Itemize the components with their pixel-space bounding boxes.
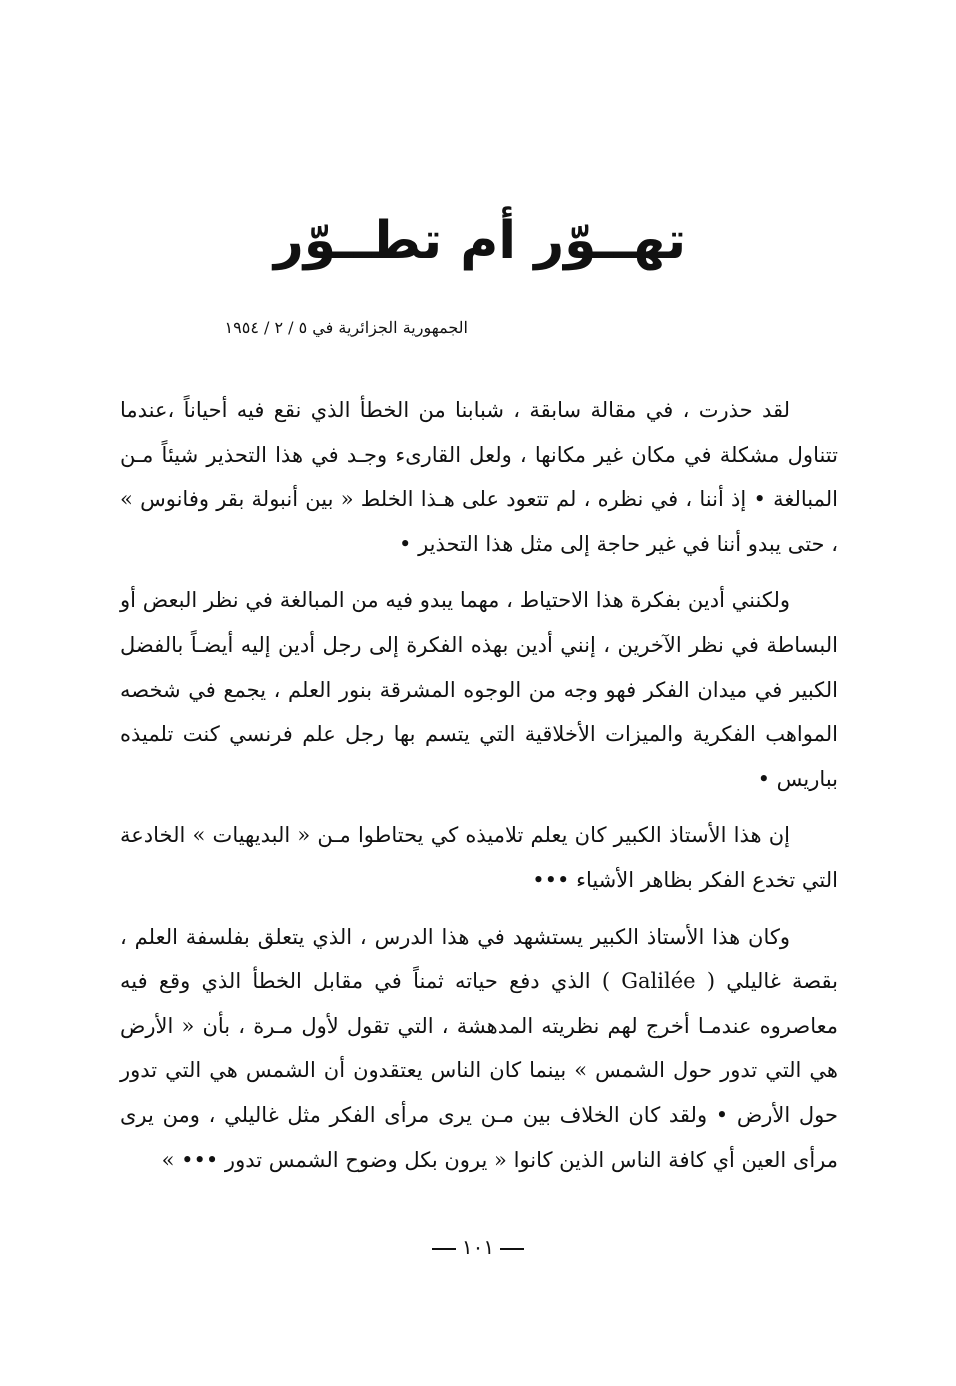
- paragraph-3: إن هذا الأستاذ الكبير كان يعلم تلاميذه كي يحتاطوا مـن « البديهيات » الخادعة التي تخدع الفكر بظاهر الأشياء •••: [120, 823, 838, 892]
- paragraph-4: وكان هذا الأستاذ الكبير يستشهد في هذا الدرس ، الذي يتعلق بفلسفة العلم ، بقصة غاليلي ( Galilée ) الذي دفع حياته ثمناً في مقابل الخطأ الذي وقع فيه معاصروه عندمـا أخرج لهم نظريته المدهشة ، التي تقول لأول مـرة ، بأن « الأرض هي التي تدور حول الشمس » بينما كان الناس يعتقدون أن الشمس هي التي تدور حول الأرض • ولقد كان الخلاف بين مـن يرى مرأى الفكر مثل غاليلي ، ومن يرى مرأى العين أي كافة الناس الذين كانوا « يرون بكل وضوح الشمس تدور ••• »: [120, 924, 838, 1172]
- source-line: الجمهورية الجزائرية في ٥ / ٢ / ١٩٥٤: [224, 318, 468, 337]
- page-number-footer: [0, 1232, 956, 1262]
- left-dash: [500, 1248, 524, 1250]
- paragraph-2: ولكنني أدين بفكرة هذا الاحتياط ، مهما يبدو فيه من المبالغة في نظر البعض أو البساطة في نظر الآخرين ، إنني أدين بهذه الفكرة إلى رجل أدين إليه أيضـاً بالفضل الكبير في ميدان الفكر فهو وجه من الوجوه المشرقة بنور العلم ، يجمع في شخصه المواهب الفكرية والميزات الأخلاقية التي يتسم بها رجل علم فرنسي كنت تلميذه بباريس •: [120, 588, 838, 791]
- article-body: [120, 388, 838, 1194]
- page-number: ١٠١: [461, 1235, 495, 1259]
- article-title: تهــوّر أم تطــوّر: [273, 211, 687, 271]
- right-dash: [432, 1248, 456, 1250]
- paragraph-1: لقد حذرت ، في مقالة سابقة ، شبابنا من الخطأ الذي نقع فيه أحياناً ،عندما تتناول مشكلة في مكان غير مكانها ، ولعل القارىء وجـد في هذا التحذير شيئاً مـن المبالغة • إذ أننا ، في نظره ، لم تتعود على هـذا الخلط « بين أنبولة بقر وفانوس » ، حتى يبدو أننا في غير حاجة إلى مثل هذا التحذير •: [120, 398, 838, 556]
